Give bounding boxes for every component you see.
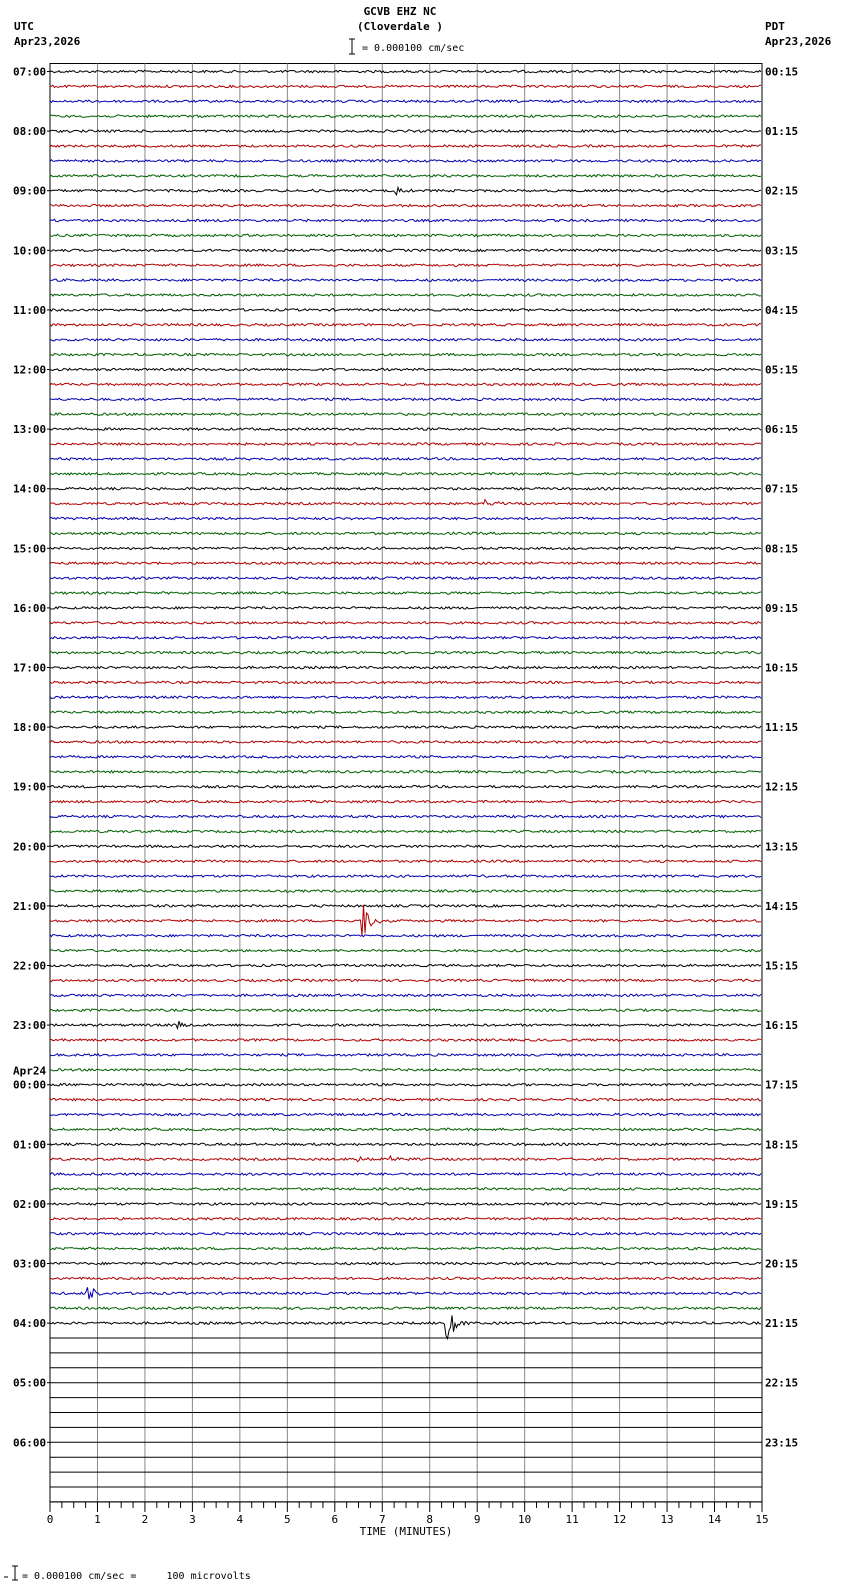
- seismic-trace: [50, 204, 761, 206]
- x-axis-title: TIME (MINUTES): [359, 1524, 453, 1538]
- station-location: (Cloverdale ): [356, 20, 444, 33]
- left-hour-label: 01:00: [13, 1138, 47, 1152]
- right-hour-label: 16:15: [765, 1019, 799, 1033]
- right-hour-label: 18:15: [765, 1138, 799, 1152]
- seismic-trace: [50, 875, 761, 877]
- right-hour-label: 07:15: [765, 482, 799, 496]
- seismic-trace: [50, 562, 761, 564]
- seismic-trace: [50, 979, 761, 981]
- seismic-trace: [50, 279, 761, 281]
- left-hour-label: 15:00: [13, 542, 47, 556]
- right-hour-label: 01:15: [765, 125, 799, 139]
- right-hour-label: 08:15: [765, 542, 799, 556]
- seismic-trace: [50, 1113, 761, 1115]
- seismic-trace: [50, 428, 761, 430]
- seismic-trace: [50, 1218, 761, 1220]
- left-timezone-label: UTC: [14, 20, 34, 33]
- seismic-trace: [50, 1173, 761, 1175]
- right-hour-label: 12:15: [765, 780, 799, 794]
- left-hour-label: 23:00: [13, 1019, 47, 1033]
- seismic-trace: [50, 500, 761, 505]
- seismic-trace: [50, 70, 761, 72]
- left-hour-label: 22:00: [13, 959, 47, 973]
- right-hour-label: 17:15: [765, 1078, 799, 1092]
- left-date-label: Apr23,2026: [14, 35, 81, 48]
- right-hour-label: 20:15: [765, 1257, 799, 1271]
- seismic-trace: [50, 1262, 761, 1264]
- left-hour-label: 09:00: [13, 184, 47, 198]
- left-hour-label: 07:00: [13, 65, 47, 79]
- scale-value-label: = 0.000100 cm/sec: [362, 43, 465, 54]
- seismic-trace: [50, 830, 761, 832]
- seismic-trace: [50, 1009, 761, 1011]
- left-hour-label: 02:00: [13, 1197, 47, 1211]
- seismic-trace: [50, 145, 761, 147]
- seismic-trace: [50, 1233, 761, 1235]
- x-tick-label: 7: [378, 1512, 386, 1526]
- seismic-trace: [50, 1277, 761, 1279]
- seismic-trace: [50, 622, 761, 624]
- seismic-trace: [50, 1247, 761, 1249]
- seismic-trace: [50, 1039, 761, 1041]
- seismic-trace: [50, 115, 761, 117]
- right-hour-label: 15:15: [765, 959, 799, 973]
- x-tick-label: 9: [473, 1512, 481, 1526]
- left-hour-label: 08:00: [13, 125, 47, 139]
- left-hour-label: 06:00: [13, 1436, 47, 1450]
- seismic-trace: [50, 860, 761, 862]
- seismic-trace: [50, 100, 761, 102]
- seismic-trace: [50, 1143, 761, 1145]
- x-tick-label: 4: [236, 1512, 244, 1526]
- right-hour-label: 03:15: [765, 244, 799, 258]
- left-hour-label: 12:00: [13, 363, 47, 377]
- seismic-trace: [50, 905, 761, 907]
- x-tick-label: 1: [94, 1512, 101, 1526]
- right-hour-label: 11:15: [765, 721, 799, 735]
- seismic-trace: [50, 1054, 761, 1056]
- seismic-trace: [50, 786, 761, 788]
- x-tick-label: 5: [284, 1512, 291, 1526]
- station-title: GCVB EHZ NC: [363, 5, 437, 18]
- seismic-trace: [50, 845, 761, 847]
- date-change-label: Apr24: [13, 1064, 47, 1078]
- x-tick-label: 3: [189, 1512, 196, 1526]
- seismic-trace: [50, 443, 761, 445]
- seismic-trace: [50, 85, 761, 87]
- left-hour-label: 05:00: [13, 1376, 47, 1390]
- right-hour-label: 04:15: [765, 303, 799, 317]
- seismic-trace: [50, 607, 761, 609]
- left-hour-label: 03:00: [13, 1257, 47, 1271]
- seismic-trace: [50, 1156, 761, 1162]
- left-hour-label: 10:00: [13, 244, 47, 258]
- seismic-trace: [50, 1084, 761, 1086]
- seismic-trace: [50, 473, 761, 475]
- seismic-trace: [50, 130, 761, 132]
- seismic-trace: [50, 1021, 761, 1028]
- seismic-trace: [50, 383, 761, 385]
- seismic-trace: [50, 964, 761, 966]
- right-hour-label: 23:15: [765, 1436, 799, 1450]
- seismic-trace: [50, 339, 761, 341]
- seismic-trace: [50, 547, 761, 549]
- x-tick-label: 6: [331, 1512, 339, 1526]
- right-hour-label: 05:15: [765, 363, 799, 377]
- seismic-trace: [50, 249, 761, 251]
- footer-scale-label: = 0.000100 cm/sec = 100 microvolts: [22, 1571, 251, 1582]
- x-tick-label: 13: [660, 1512, 674, 1526]
- left-hour-label: 14:00: [13, 482, 47, 496]
- seismic-trace: [50, 1188, 761, 1190]
- right-hour-label: 22:15: [765, 1376, 799, 1390]
- left-hour-label: 13:00: [13, 423, 47, 437]
- seismic-trace: [50, 637, 761, 639]
- left-hour-label: 21:00: [13, 899, 47, 913]
- seismic-trace: [50, 756, 761, 758]
- seismic-trace: [50, 935, 761, 937]
- seismic-trace: [50, 771, 761, 773]
- left-hour-label: 11:00: [13, 303, 47, 317]
- x-tick-label: 12: [612, 1512, 627, 1526]
- seismic-trace: [50, 681, 761, 683]
- x-tick-label: 14: [707, 1512, 722, 1526]
- left-hour-label: 19:00: [13, 780, 47, 794]
- seismic-trace: [50, 175, 761, 177]
- seismic-trace: [50, 1287, 761, 1299]
- right-hour-label: 21:15: [765, 1317, 799, 1331]
- seismic-trace: [50, 651, 761, 653]
- left-hour-label: 18:00: [13, 721, 47, 735]
- seismic-trace: [50, 413, 761, 415]
- seismic-trace: [50, 1203, 761, 1205]
- seismic-trace: [50, 294, 761, 296]
- seismic-trace: [50, 815, 761, 817]
- right-hour-label: 09:15: [765, 601, 799, 615]
- seismic-trace: [50, 324, 761, 326]
- seismic-trace: [50, 1307, 761, 1309]
- seismic-trace: [50, 994, 761, 996]
- left-hour-label: 20:00: [13, 840, 47, 854]
- seismic-trace: [50, 188, 761, 195]
- seismic-trace: [50, 219, 761, 221]
- seismic-trace: [50, 517, 761, 519]
- seismic-trace: [50, 577, 761, 579]
- seismic-trace: [50, 532, 761, 534]
- seismic-trace: [50, 1098, 761, 1100]
- left-hour-label: 00:00: [13, 1078, 47, 1092]
- right-timezone-label: PDT: [765, 20, 785, 33]
- seismic-trace: [50, 800, 761, 802]
- right-date-label: Apr23,2026: [765, 35, 832, 48]
- seismic-trace: [50, 666, 761, 668]
- seismic-trace: [50, 368, 761, 370]
- right-hour-label: 14:15: [765, 899, 799, 913]
- right-hour-label: 00:15: [765, 65, 799, 79]
- footer-scale-bar-icon: [4, 1566, 18, 1580]
- scale-bar-icon: [349, 39, 355, 54]
- x-tick-label: 8: [426, 1512, 434, 1526]
- seismic-trace: [50, 160, 761, 162]
- seismic-trace: [50, 711, 761, 713]
- seismic-trace: [50, 726, 761, 728]
- seismic-trace: [50, 1128, 761, 1130]
- x-tick-label: 2: [141, 1512, 149, 1526]
- seismic-trace: [50, 398, 761, 400]
- seismic-trace: [50, 1069, 761, 1071]
- seismic-trace: [50, 488, 761, 490]
- seismic-trace: [50, 234, 761, 236]
- right-hour-label: 13:15: [765, 840, 799, 854]
- right-hour-label: 02:15: [765, 184, 799, 198]
- seismic-trace: [50, 1315, 761, 1338]
- right-hour-label: 19:15: [765, 1197, 799, 1211]
- seismic-trace: [50, 458, 761, 460]
- left-hour-label: 16:00: [13, 601, 47, 615]
- seismic-trace: [50, 264, 761, 266]
- right-hour-label: 10:15: [765, 661, 799, 675]
- x-tick-label: 0: [46, 1512, 54, 1526]
- left-hour-label: 17:00: [13, 661, 47, 675]
- left-hour-label: 04:00: [13, 1317, 47, 1331]
- seismic-trace: [50, 309, 761, 311]
- x-tick-label: 11: [565, 1512, 579, 1526]
- seismic-trace: [50, 949, 761, 951]
- seismic-trace: [50, 905, 761, 936]
- x-tick-label: 15: [755, 1512, 769, 1526]
- right-hour-label: 06:15: [765, 423, 799, 437]
- seismic-trace: [50, 592, 761, 594]
- x-tick-label: 10: [518, 1512, 532, 1526]
- seismic-trace: [50, 353, 761, 355]
- seismic-trace: [50, 741, 761, 743]
- seismic-trace: [50, 890, 761, 892]
- seismic-trace: [50, 696, 761, 698]
